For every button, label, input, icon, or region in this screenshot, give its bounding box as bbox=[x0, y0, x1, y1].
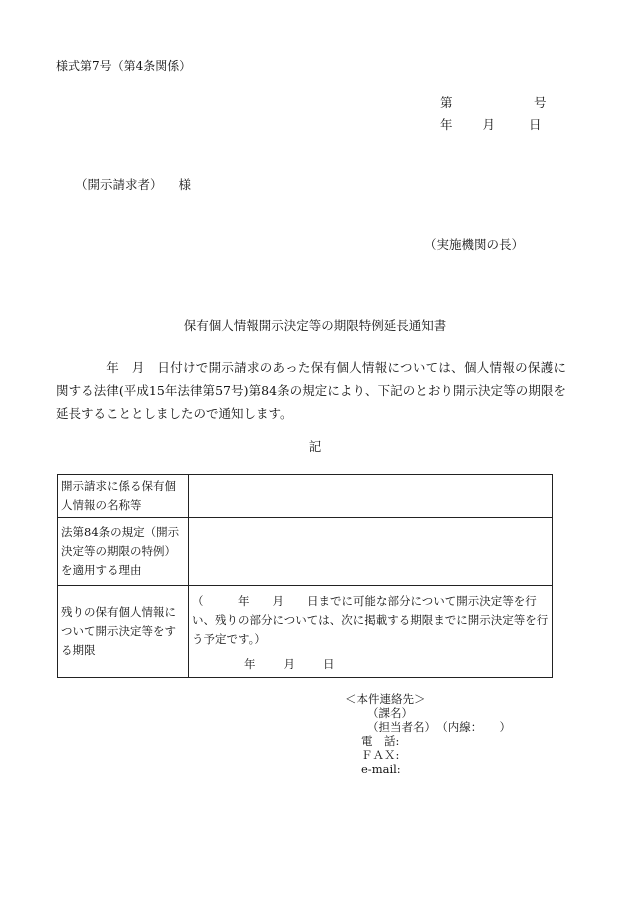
contact-email: e-mail: bbox=[361, 762, 401, 776]
contact-phone: 電 話: bbox=[361, 734, 400, 748]
row2-value bbox=[189, 518, 553, 586]
recipient-name: （開示請求者） bbox=[75, 177, 163, 192]
body-date-reference: 年 月 日付けで bbox=[106, 360, 209, 375]
contact-heading: ＜本件連絡先＞ bbox=[345, 692, 426, 706]
recipient bbox=[75, 179, 191, 192]
document-number-label: 第 bbox=[440, 95, 453, 110]
table-row bbox=[58, 518, 553, 586]
row3-note: （ 年 月 日までに可能な部分について開示決定等を行い、残りの部分については、次に掲載する期限までに開示決定等を行う予定です。） bbox=[192, 594, 549, 646]
row3-label: 残りの保有個人情報について開示決定等をする期限 bbox=[58, 586, 189, 678]
table-row bbox=[58, 586, 553, 678]
contact-person-line bbox=[345, 720, 511, 734]
row3-value bbox=[189, 586, 553, 678]
detail-table bbox=[57, 474, 553, 678]
table-row bbox=[58, 475, 553, 518]
issue-date-year: 年 bbox=[440, 117, 453, 132]
row2-label: 法第84条の規定（開示決定等の期限の特例）を適用する理由 bbox=[58, 518, 189, 586]
row1-label: 開示請求に係る保有個人情報の名称等 bbox=[58, 475, 189, 518]
sender: （実施機関の長） bbox=[424, 237, 525, 252]
body-text bbox=[56, 356, 566, 425]
issue-date bbox=[440, 119, 542, 132]
issue-date-day: 日 bbox=[529, 117, 542, 132]
contact-fax: ＦＡＸ: bbox=[361, 748, 400, 762]
body-main-text: 開示請求のあった保有個人情報については、個人情報の保護に関する法律(平成15年法律第57号)第84条の規定により、下記のとおり開示決定等の期限を延長することとしましたので通知します。 bbox=[56, 360, 566, 421]
issue-date-month: 月 bbox=[482, 117, 496, 132]
row3-year: 年 bbox=[244, 657, 256, 671]
document-number-suffix: 号 bbox=[534, 95, 547, 110]
recipient-honorific: 様 bbox=[178, 177, 192, 192]
document-title: 保有個人情報開示決定等の期限特例延長通知書 bbox=[183, 318, 447, 333]
form-number: 様式第7号（第4条関係） bbox=[56, 59, 192, 73]
contact-block bbox=[345, 692, 511, 776]
contact-person: （担当者名） bbox=[367, 720, 436, 734]
row3-day: 日 bbox=[323, 657, 335, 671]
contact-section: （課名） bbox=[367, 706, 413, 720]
ki-heading: 記 bbox=[308, 439, 322, 454]
contact-extension: （内線： ） bbox=[442, 720, 511, 734]
row3-month: 月 bbox=[283, 657, 295, 671]
row3-deadline-date bbox=[244, 655, 549, 674]
row1-value bbox=[189, 475, 553, 518]
